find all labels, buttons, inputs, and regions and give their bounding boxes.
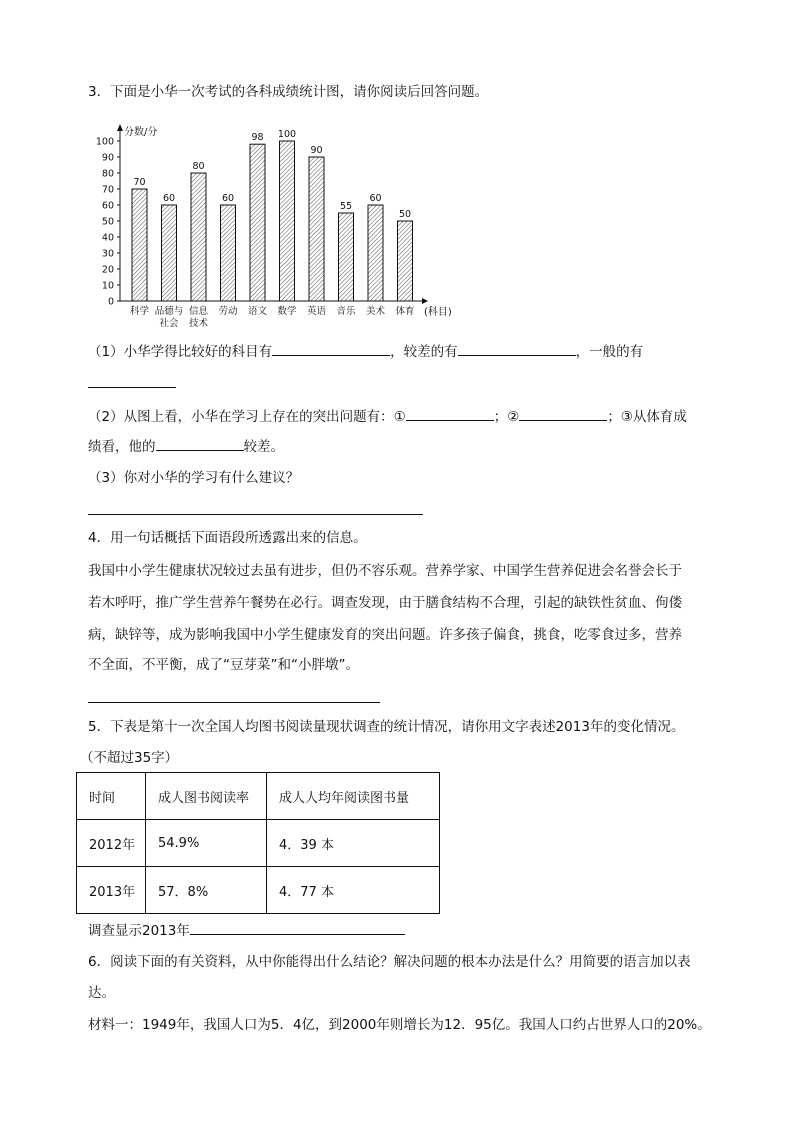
y-tick-label: 30	[101, 248, 114, 260]
y-tick-label: 60	[101, 200, 114, 212]
data-label: 60	[162, 193, 176, 204]
table-row	[77, 867, 440, 914]
data-label: 80	[192, 161, 205, 172]
sub1-text-b: ，较差的有	[390, 344, 458, 360]
y-tick-label: 90	[101, 152, 114, 164]
category-label: 英语	[306, 306, 327, 317]
sub1-text-c: ，一般的有	[575, 344, 644, 360]
header-time: 时间	[77, 773, 146, 820]
bar	[339, 213, 354, 301]
category-label: 体育	[395, 306, 415, 317]
cell-reading-rate: 54.9%	[146, 820, 267, 867]
table-header-row	[77, 773, 440, 820]
bar	[280, 141, 295, 301]
cell-year: 2013年	[77, 867, 146, 914]
question-4-passage-line-4: 不全面，不平衡，成了“豆芽菜”和“小胖墩”。	[88, 657, 359, 673]
category-label: 劳动	[218, 306, 238, 317]
table-row	[77, 820, 440, 867]
header-reading-rate: 成人图书阅读率	[146, 773, 267, 820]
sub2-text-b: ；②	[493, 409, 520, 425]
bar	[398, 221, 413, 301]
question-5-note: （不超过35字）	[80, 750, 179, 766]
answer-blank-problem-1[interactable]	[406, 406, 494, 421]
question-3-sub1-cont	[88, 373, 176, 394]
x-axis-label: (科目)	[424, 307, 452, 318]
cell-books-per-capita: 4．39 本	[267, 820, 440, 867]
y-axis-arrow	[117, 124, 123, 131]
answer-blank-good-subjects[interactable]	[272, 341, 390, 356]
data-label: 50	[398, 209, 412, 220]
question-6-title: 6．阅读下面的有关资料，从中你能得出什么结论？解决问题的根本办法是什么？用简要的语言加以表	[88, 954, 691, 970]
answer-line-summary[interactable]	[88, 702, 380, 703]
bar	[250, 144, 265, 301]
y-axis-label: 分数/分	[124, 127, 158, 138]
reading-survey-table	[76, 772, 440, 914]
question-3-title: 3．下面是小华一次考试的各科成绩统计图，请你阅读后回答问题。	[88, 84, 489, 100]
y-tick-label: 70	[101, 184, 114, 196]
data-label: 60	[221, 193, 235, 204]
sub2-text-a: （2）从图上看，小华在学习上存在的突出问题有：①	[88, 409, 406, 425]
data-label: 100	[277, 129, 297, 140]
y-tick-label: 20	[101, 264, 114, 276]
score-bar-chart	[86, 118, 466, 332]
cell-reading-rate: 57．8%	[146, 867, 267, 914]
cell-books-per-capita: 4．77 本	[267, 867, 440, 914]
category-label: 信息	[188, 306, 209, 317]
data-label: 55	[339, 201, 353, 212]
data-label: 90	[310, 145, 323, 156]
header-books-per-capita: 成人人均年阅读图书量	[267, 773, 440, 820]
question-3-sub2	[88, 406, 687, 427]
answer-line-suggestion[interactable]	[88, 514, 423, 515]
answer-blank-average-subjects[interactable]	[88, 373, 176, 388]
y-tick-label: 100	[95, 136, 114, 148]
question-6-material-1: 材料一：1949年，我国人口为5．4亿，到2000年则增长为12．95亿。我国人口约占世界人口的20%。	[88, 1017, 711, 1033]
y-tick-label: 80	[101, 168, 114, 180]
category-label: 社会	[159, 318, 179, 329]
answer-prefix: 调查显示2013年	[88, 923, 190, 939]
question-3-sub2-cont	[88, 436, 284, 457]
bar	[368, 205, 383, 301]
category-label: 语文	[247, 306, 268, 317]
category-label: 品德与	[154, 306, 184, 317]
y-tick-label: 10	[101, 280, 114, 292]
question-6-title-cont: 达。	[88, 985, 115, 1001]
question-4-passage-line-2: 若木呼吁，推广学生营养午餐势在必行。调查发现，由于膳食结构不合理，引起的缺铁性贫血、佝偻	[88, 595, 682, 611]
bar	[191, 173, 206, 301]
bar	[162, 205, 177, 301]
sub2-text-c: ；③从体育成	[607, 409, 687, 425]
question-5-title: 5．下表是第十一次全国人均图书阅读量现状调查的统计情况，请你用文字表述2013年的变化情况。	[88, 719, 685, 735]
data-label: 70	[133, 177, 146, 188]
answer-blank-problem-2[interactable]	[519, 406, 607, 421]
category-label: 技术	[188, 318, 209, 329]
question-5-answer	[88, 920, 405, 941]
question-4-passage-line-1: 我国中小学生健康状况较过去虽有进步，但仍不容乐观。营养学家、中国学生营养促进会名誉会长于	[88, 563, 682, 579]
bar	[132, 189, 147, 301]
sub2-text-d: 绩看，他的	[88, 439, 156, 455]
category-label: 数学	[277, 306, 297, 317]
category-label: 科学	[129, 306, 150, 317]
y-tick-label: 40	[101, 232, 114, 244]
bar	[221, 205, 236, 301]
question-3-sub3: （3）你对小华的学习有什么建议？	[88, 470, 300, 486]
bar	[309, 157, 324, 301]
data-label: 98	[251, 132, 264, 144]
sub2-text-e: 较差。	[243, 439, 284, 455]
answer-blank-problem-3[interactable]	[156, 436, 244, 451]
y-tick-label: 50	[101, 216, 114, 228]
answer-blank-2013-change[interactable]	[190, 920, 405, 935]
question-3-sub1	[88, 341, 643, 362]
data-label: 60	[369, 193, 382, 204]
x-axis-arrow	[422, 298, 428, 304]
question-4-title: 4．用一句话概括下面语段所透露出来的信息。	[88, 530, 367, 546]
cell-year: 2012年	[77, 820, 146, 867]
question-4-passage-line-3: 病，缺锌等，成为影响我国中小学生健康发育的突出问题。许多孩子偏食，挑食，吃零食过多，营养	[88, 627, 682, 643]
category-label: 音乐	[336, 306, 356, 317]
y-tick-label: 0	[107, 296, 114, 308]
category-label: 美术	[365, 306, 386, 317]
answer-blank-poor-subjects[interactable]	[458, 341, 576, 356]
sub1-text-a: （1）小华学得比较好的科目有	[88, 344, 273, 360]
